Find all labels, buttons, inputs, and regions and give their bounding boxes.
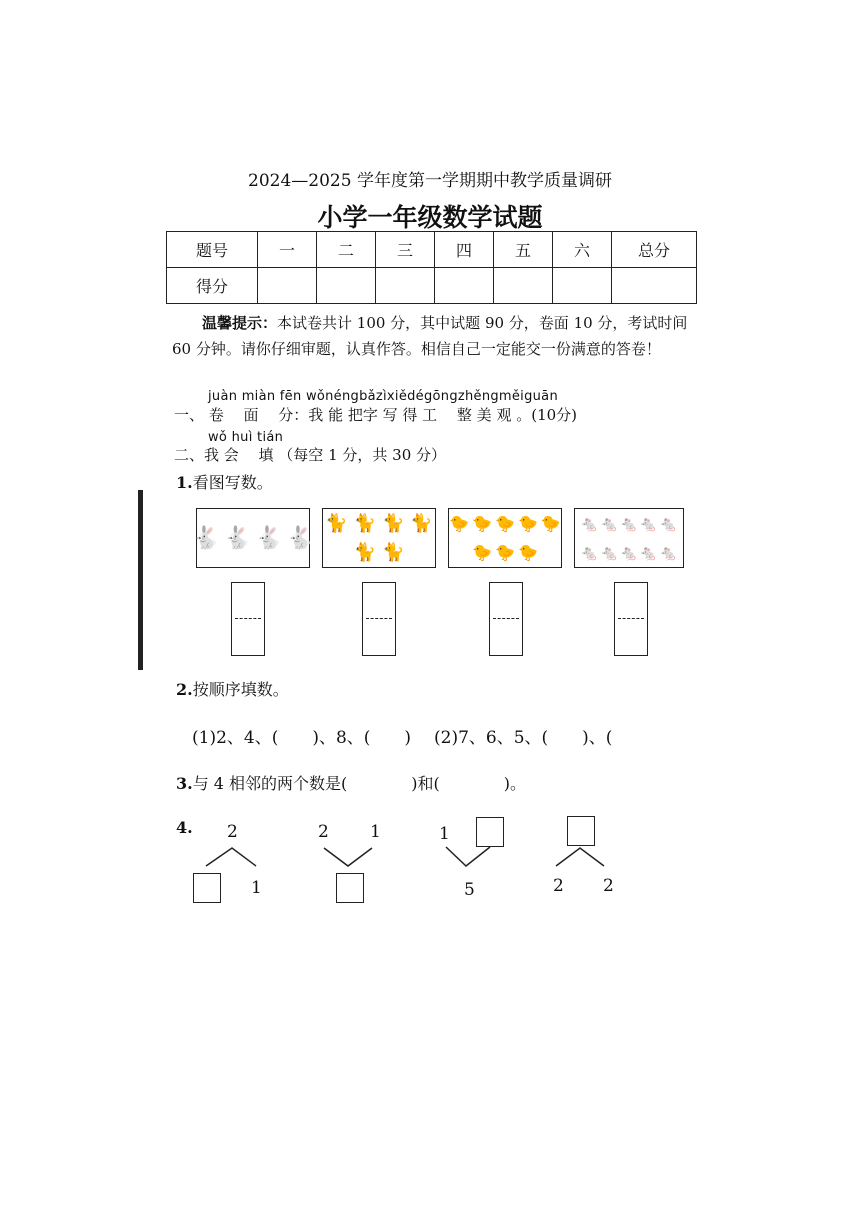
section1-heading: 一、 卷 面 分：我 能 把字 写 得 工 整 美 观 。(10分) (174, 406, 578, 424)
score-cell: 得分 (167, 268, 258, 304)
question-text: 按顺序填数。 (192, 680, 289, 699)
question-4-number: 4. (176, 818, 193, 837)
score-cell: 二 (317, 232, 376, 268)
mouse-icon: 🐁 (580, 514, 599, 533)
score-cell: 五 (494, 232, 553, 268)
question-number: 1. (176, 473, 193, 492)
rabbit-icon: 🐇 (255, 525, 283, 551)
question-text[interactable]: 与 4 相邻的两个数是( )和( )。 (192, 774, 527, 793)
tip-label: 温馨提示： (202, 314, 278, 332)
mouse-icon: 🐁 (659, 514, 678, 533)
bond-2-blank[interactable] (336, 873, 364, 903)
section1-pinyin: juàn miàn fēn wǒnéngbǎzìxiědégōngzhěngměiguān (208, 389, 558, 404)
bond-1-right: 1 (251, 878, 262, 898)
question-number: 3. (176, 774, 193, 793)
bond-4-right: 2 (603, 876, 614, 896)
mouse-icon: 🐁 (619, 543, 639, 562)
mouse-icon: 🐁 (659, 543, 678, 562)
bond-2-left: 2 (318, 822, 329, 842)
bond-1-top: 2 (227, 822, 238, 842)
bond-1-blank[interactable] (193, 873, 221, 903)
chick-icon: 🐤 (449, 514, 470, 533)
mouse-icon: 🐁 (619, 514, 639, 533)
exam-title: 小学一年级数学试题 (317, 203, 543, 232)
bond-3-bottom: 5 (464, 880, 475, 900)
score-cell: 总分 (612, 232, 697, 268)
mouse-icon: 🐁 (580, 543, 599, 562)
section2-heading: 二、我 会 填 （每空 1 分，共 30 分） (174, 446, 447, 464)
chick-icon: 🐤 (495, 514, 515, 533)
score-cell: 六 (553, 232, 612, 268)
cat-icon: 🐈 (325, 513, 348, 534)
sequence-part-2[interactable]: (2)7、6、5、( )、( (434, 728, 613, 748)
score-cell: 一 (258, 232, 317, 268)
score-cell: 四 (435, 232, 494, 268)
chick-icon: 🐤 (495, 543, 515, 562)
sequence-part-1[interactable]: (1)2、4、( )、8、( ) (192, 728, 412, 748)
rabbit-icon: 🐇 (223, 525, 251, 551)
chick-icon: 🐤 (472, 543, 493, 562)
bond-2-right: 1 (370, 822, 381, 842)
cat-icon: 🐈 (353, 542, 376, 563)
chick-icon: 🐤 (517, 514, 538, 533)
tip-text: 本试卷共计 100 分，其中试题 90 分，卷面 10 分，考试时间 60 分钟。请你仔细审题，认真作答。相信自己一定能交一份满意的答卷！ (172, 314, 688, 358)
chick-icon: 🐤 (472, 514, 493, 533)
rabbit-icon: 🐇 (192, 525, 220, 551)
chick-icon: 🐤 (517, 543, 538, 562)
mouse-icon: 🐁 (599, 514, 619, 533)
question-number: 2. (176, 680, 193, 699)
cat-icon: 🐈 (382, 542, 405, 563)
rabbit-icon: 🐇 (286, 525, 314, 551)
mouse-icon: 🐁 (639, 543, 659, 562)
score-cell: 题号 (167, 232, 258, 268)
chick-icon: 🐤 (540, 514, 561, 533)
section2-pinyin: wǒ huì tián (208, 430, 284, 445)
bond-3-left: 1 (439, 824, 450, 844)
cat-icon: 🐈 (382, 513, 405, 534)
score-cell: 三 (376, 232, 435, 268)
cat-icon: 🐈 (353, 513, 376, 534)
mouse-icon: 🐁 (639, 514, 659, 533)
question-text: 看图写数。 (192, 473, 273, 492)
mouse-icon: 🐁 (599, 543, 619, 562)
cat-icon: 🐈 (410, 513, 433, 534)
bond-4-left: 2 (553, 876, 564, 896)
exam-subtitle: 2024—2025 学年度第一学期期中教学质量调研 (248, 171, 612, 191)
bond-4-blank[interactable] (567, 816, 595, 846)
bond-3-blank[interactable] (476, 817, 504, 847)
